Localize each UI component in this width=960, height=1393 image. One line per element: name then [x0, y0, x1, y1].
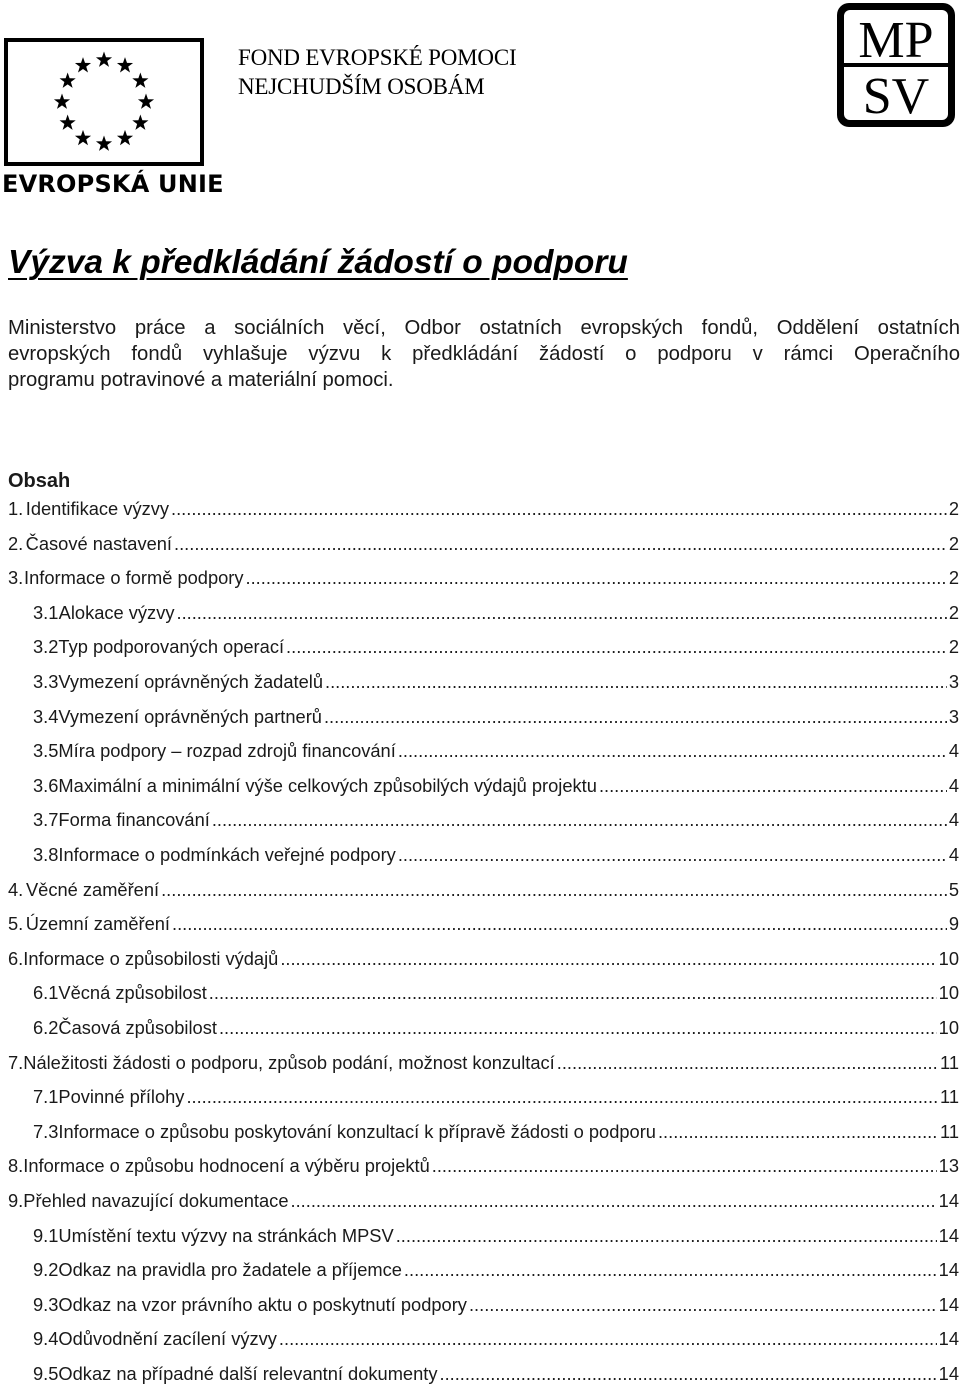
toc-entry-page: 4 [948, 774, 959, 796]
toc-entry[interactable] [8, 533, 959, 563]
toc-entry-title: Míra podpory – rozpad zdrojů financování [58, 740, 396, 762]
toc-entry-title: Informace o podmínkách veřejné podpory [58, 844, 396, 865]
toc-entry-number: 5. [8, 913, 24, 935]
toc-entry-number: 2. [8, 532, 24, 554]
toc-entry-number: 7.3 [33, 1120, 59, 1142]
toc-entry[interactable] [33, 602, 959, 632]
fund-title-line1: FOND EVROPSKÉ POMOCI [238, 45, 517, 70]
toc-entry-title: Odkaz na případné další relevantní dokumenty [58, 1363, 438, 1384]
toc-entry-page: 10 [938, 947, 959, 969]
toc-entry-page: 14 [938, 1190, 959, 1211]
toc-entry[interactable] [33, 1294, 959, 1324]
toc-entry-title: Informace o způsobu poskytování konzultací k přípravě žádosti o podporu [58, 1120, 656, 1142]
toc-entry-title: Typ podporovaných operací [58, 636, 285, 658]
toc-dot-leader [279, 1328, 937, 1350]
toc-entry-number: 3.3 [33, 671, 59, 692]
fund-title [238, 43, 516, 101]
toc-entry-title: Náležitosti žádosti o podporu, způsob podání, možnost konzultací [23, 1051, 555, 1073]
toc-entry[interactable] [8, 1190, 959, 1220]
eu-flag-icon [4, 38, 204, 166]
mpsv-logo [834, 0, 958, 130]
toc-entry-number: 8. [8, 1155, 24, 1177]
toc-entry[interactable] [8, 1155, 959, 1185]
toc-entry[interactable] [33, 844, 959, 874]
toc-dot-leader [219, 1017, 937, 1039]
toc-entry-title: Odůvodnění zacílení výzvy [58, 1328, 277, 1350]
toc-entry-number: 7. [8, 1051, 24, 1073]
page-title: Výzva k předkládání žádostí o podporu [8, 244, 628, 281]
toc-dot-leader [176, 602, 946, 624]
toc-entry-page: 3 [948, 671, 959, 692]
toc-dot-leader [658, 1121, 938, 1143]
toc-entry[interactable] [33, 775, 959, 805]
toc-entry-page: 10 [938, 982, 959, 1004]
toc-entry-title: Odkaz na vzor právního aktu o poskytnutí podpory [58, 1293, 467, 1315]
toc-entry[interactable] [8, 567, 959, 597]
toc-dot-leader [398, 844, 947, 866]
toc-entry[interactable] [33, 740, 959, 770]
toc-entry-number: 3.1 [33, 601, 59, 623]
toc-entry-title: Časové nastavení [25, 532, 173, 554]
mpsv-logo-top-text: MP [858, 12, 934, 69]
toc-dot-leader [172, 913, 947, 935]
toc-entry[interactable] [8, 913, 959, 943]
toc-entry-page: 3 [948, 705, 959, 727]
toc-entry-page: 2 [948, 601, 959, 623]
toc-dot-leader [286, 636, 947, 658]
toc-entry-title: Věcná způsobilost [58, 982, 207, 1004]
toc-entry-title: Časová způsobilost [58, 1017, 217, 1038]
toc-entry-page: 2 [948, 498, 959, 519]
toc-entry-title: Alokace výzvy [58, 601, 175, 623]
toc-entry-page: 4 [948, 809, 959, 831]
toc-entry[interactable] [33, 1363, 959, 1393]
toc-entry-page: 14 [938, 1293, 959, 1315]
toc-entry[interactable] [33, 982, 959, 1012]
toc-entry-number: 3. [8, 567, 24, 589]
toc-entry-page: 14 [938, 1363, 959, 1384]
toc-entry-number: 3.8 [33, 844, 59, 865]
toc-heading: Obsah [8, 470, 71, 492]
toc-entry-page: 14 [938, 1328, 959, 1350]
toc-entry-number: 9.2 [33, 1259, 59, 1281]
toc-entry-number: 6.1 [33, 982, 59, 1004]
toc-entry-title: Maximální a minimální výše celkových způsobilých výdajů projektu [58, 774, 597, 796]
toc-entry-page: 10 [938, 1017, 959, 1038]
toc-dot-leader [291, 1190, 937, 1212]
toc-dot-leader [246, 567, 947, 589]
toc-entry-title: Informace o způsobilosti výdajů [23, 947, 279, 969]
toc-entry-title: Informace o způsobu hodnocení a výběru projektů [23, 1155, 430, 1177]
toc-entry-number: 9.4 [33, 1328, 59, 1350]
toc-entry[interactable] [33, 1121, 959, 1151]
toc-dot-leader [439, 1363, 936, 1385]
toc-entry[interactable] [33, 1086, 959, 1116]
toc-entry-number: 3.5 [33, 740, 59, 762]
toc-entry-page: 14 [938, 1259, 959, 1281]
eu-label: EVROPSKÁ UNIE [2, 170, 224, 198]
toc-entry-page: 14 [938, 1224, 959, 1246]
toc-dot-leader [280, 948, 936, 970]
toc-entry-page: 4 [948, 740, 959, 762]
toc-dot-leader [432, 1155, 937, 1177]
toc-dot-leader [557, 1052, 938, 1074]
toc-entry[interactable] [33, 636, 959, 666]
toc-entry-number: 9.5 [33, 1363, 59, 1384]
toc-entry-title: Územní zaměření [25, 913, 170, 935]
toc-entry-title: Věcné zaměření [25, 878, 160, 900]
toc-entry-number: 3.7 [33, 809, 59, 831]
toc-entry[interactable] [33, 706, 959, 736]
toc-entry-number: 9.3 [33, 1293, 59, 1315]
toc-entry[interactable] [8, 879, 959, 909]
toc-entry-title: Informace o formě podpory [24, 567, 244, 589]
toc-dot-leader [325, 671, 947, 693]
toc-dot-leader [599, 775, 947, 797]
toc-dot-leader [396, 1225, 937, 1247]
toc-dot-leader [469, 1294, 937, 1316]
toc-entry-number: 6.2 [33, 1017, 59, 1038]
toc-dot-leader [161, 879, 947, 901]
toc-entry[interactable] [8, 498, 959, 528]
toc-entry-number: 6. [8, 947, 24, 969]
toc-entry-number: 3.4 [33, 705, 59, 727]
intro-line-1: Ministerstvo práce a sociálních věcí, Odbor ostatních evropských fondů, Oddělení ostatních [8, 317, 960, 339]
toc-entry-page: 2 [948, 636, 959, 658]
toc-dot-leader [209, 982, 937, 1004]
toc-entry-title: Vymezení oprávněných partnerů [58, 705, 322, 727]
toc-entry[interactable] [33, 1328, 959, 1358]
toc-entry-page: 2 [948, 532, 959, 554]
toc-entry[interactable] [8, 1052, 959, 1082]
toc-dot-leader [171, 498, 947, 520]
toc-entry-title: Umístění textu výzvy na stránkách MPSV [58, 1224, 394, 1246]
toc-entry-number: 4. [8, 878, 24, 900]
toc-entry-number: 3.6 [33, 774, 59, 796]
toc-entry-page: 5 [948, 878, 959, 900]
intro-paragraph [8, 315, 960, 393]
toc-entry-page: 2 [948, 567, 959, 589]
toc-entry-page: 9 [948, 913, 959, 935]
toc-dot-leader [186, 1086, 938, 1108]
mpsv-logo-bottom-text: SV [862, 68, 930, 125]
toc-dot-leader [174, 533, 947, 555]
toc-entry[interactable] [33, 809, 959, 839]
mpsv-logo-icon [834, 0, 958, 130]
toc-entry-page: 11 [940, 1120, 959, 1142]
toc-entry-number: 9. [8, 1190, 24, 1211]
toc-entry-number: 1. [8, 498, 24, 519]
toc-dot-leader [324, 706, 947, 728]
toc-entry[interactable] [33, 671, 959, 701]
toc-entry[interactable] [33, 1225, 959, 1255]
intro-line-2: evropských fondů vyhlašuje výzvu k předkládání žádostí o podporu v rámci Operačního [8, 343, 960, 365]
toc-entry-number: 9.1 [33, 1224, 59, 1246]
toc-entry-page: 11 [940, 1086, 959, 1108]
toc-dot-leader [212, 809, 947, 831]
toc-entry-number: 3.2 [33, 636, 59, 658]
toc-entry-page: 11 [940, 1051, 959, 1073]
toc-entry-number: 7.1 [33, 1086, 59, 1108]
toc-entry-title: Forma financování [58, 809, 210, 831]
toc-entry-page: 13 [938, 1155, 959, 1177]
intro-line-3: programu potravinové a materiální pomoci. [8, 369, 394, 391]
toc-entry-title: Přehled navazující dokumentace [23, 1190, 289, 1211]
fund-title-line2: NEJCHUDŠÍM OSOBÁM [238, 74, 485, 99]
toc-dot-leader [398, 740, 947, 762]
toc-entry-title: Povinné přílohy [58, 1086, 185, 1108]
toc-entry-title: Vymezení oprávněných žadatelů [58, 671, 323, 692]
toc-entry-title: Identifikace výzvy [25, 498, 170, 519]
toc-entry[interactable] [33, 1259, 959, 1289]
toc-entry[interactable] [33, 1017, 959, 1047]
toc-entry-page: 4 [948, 844, 959, 865]
toc-entry[interactable] [8, 948, 959, 978]
toc-entry-title: Odkaz na pravidla pro žadatele a příjemce [58, 1259, 402, 1281]
toc-dot-leader [404, 1259, 937, 1281]
